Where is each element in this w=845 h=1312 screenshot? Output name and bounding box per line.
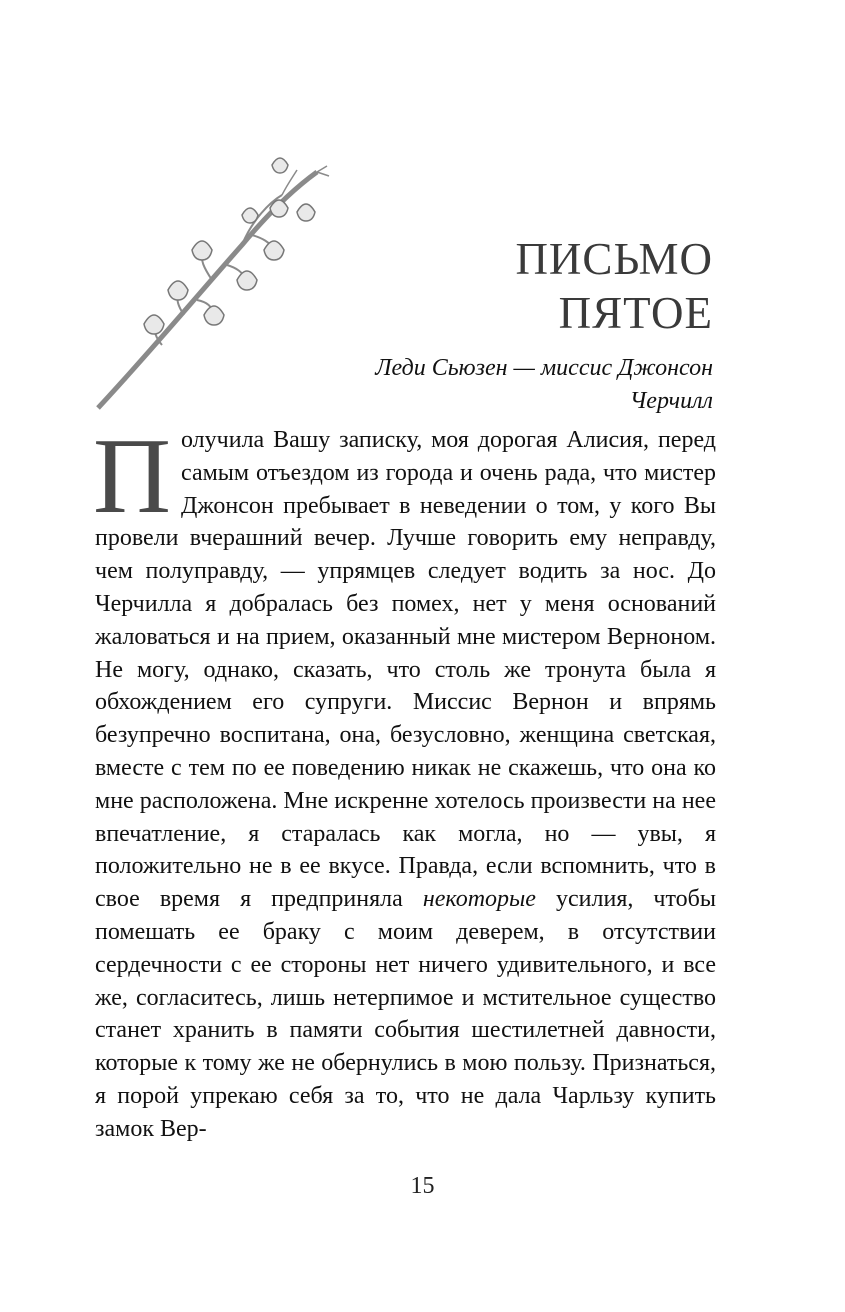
chapter-subtitle-line-1: Леди Сьюзен — миссис Джонсон [375,355,713,381]
chapter-subtitle-line-2: Черчилл [629,388,713,414]
chapter-title-line-1: ПИСЬМО [515,234,713,284]
chapter-title [515,232,713,340]
chapter-title-line-2: ПЯТОЕ [558,288,713,338]
lily-of-the-valley-icon [92,150,332,415]
chapter-subtitle [375,352,713,418]
page-number: 15 [410,1173,435,1199]
letter-text-part-2: усилия, чтобы помешать ее браку с моим деверем, в отсутствии сердечности с ее стороны нет ничего удивительного, и все же, согласитесь, лишь нетерпимое и мстительное существо станет хранить в памяти события шестилетней давности, которые к тому же не обернулись в мою пользу. Признаться, я порой упрекаю себя за то, что не дала Чарльзу купить замок Вер- [95,886,717,1142]
letter-body [93,417,717,1146]
letter-text-part-1: олучила Вашу записку, моя дорогая Алисия, перед самым отъездом из города и очень рада, что мистер Джонсон пребывает в неведении о том, у кого Вы провели вчерашний вечер. Лучше говорить ему неправду, чем полуправду, — упрямцев следует водить за нос. До Черчилла я добралась без помех, нет у меня оснований жаловаться и на прием, оказанный мне мистером Верноном. Не могу, однако, сказать, что столь же тронута была я обхождением его супруги. Миссис Вернон и впрямь безупречно воспитана, она, безусловно, женщина светская, вместе с тем по ее поведению никак не скажешь, что она ко мне расположена. Мне искренне хотелось произвести на нее впечатление, я старалась как могла, но — увы, я положительно не в ее вкусе. Правда, если вспомнить, что в свое время я предприняла [95,427,716,913]
letter-emphasis: некоторые [422,886,536,913]
drop-cap: П [93,417,171,536]
